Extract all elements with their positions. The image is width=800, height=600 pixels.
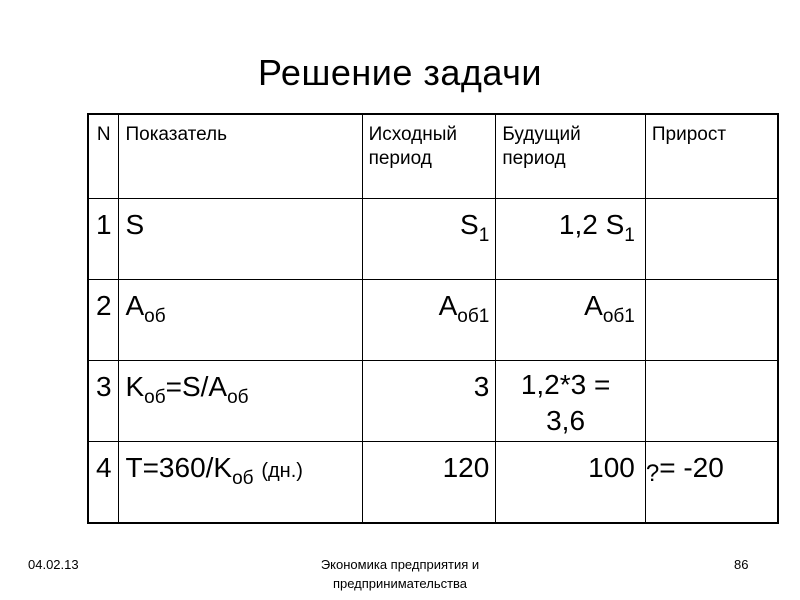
table-row: [88, 198, 778, 279]
row-base-value: 120: [362, 441, 496, 523]
slide-title: Решение задачи: [258, 52, 542, 93]
footer-course-title: Экономика предприятия и предпринимательства: [320, 557, 480, 591]
row-growth: [645, 360, 778, 441]
row-future-value: 1,2 $S_1$: [496, 198, 646, 279]
solution-table: [87, 113, 779, 524]
row-base-value: $S_1$: [362, 198, 496, 279]
row-indicator: $T=360/K_{об}$ (дн.): [119, 441, 362, 523]
row-future-value: 100: [496, 441, 646, 523]
row-base-value: 3: [362, 360, 496, 441]
header-base-period: Исходный период: [362, 114, 496, 198]
row-number: 3: [88, 360, 119, 441]
footer-page-number: 86: [734, 557, 749, 572]
row-future-value: 1,2*3 = 3,6: [496, 360, 646, 441]
header-n: N: [88, 114, 119, 198]
footer-date: 04.02.13: [28, 557, 79, 572]
row-growth: [645, 279, 778, 360]
row-growth: ?= -20: [645, 441, 778, 523]
table-row: [88, 360, 778, 441]
row-indicator: S: [119, 198, 362, 279]
row-future-value: $A_{об1}$: [496, 279, 646, 360]
row-number: 1: [88, 198, 119, 279]
row-number: 4: [88, 441, 119, 523]
row-growth: [645, 198, 778, 279]
row-number: 2: [88, 279, 119, 360]
row-indicator: $A_{об}$: [119, 279, 362, 360]
table-row: [88, 441, 778, 523]
table-row: [88, 279, 778, 360]
header-indicator: Показатель: [119, 114, 362, 198]
header-growth: Прирост: [645, 114, 778, 198]
table-header-row: [88, 114, 778, 198]
row-indicator: $K_{об}=S/A_{об}$: [119, 360, 362, 441]
row-base-value: $A_{об1}$: [362, 279, 496, 360]
header-future-period: Будущий период: [496, 114, 646, 198]
